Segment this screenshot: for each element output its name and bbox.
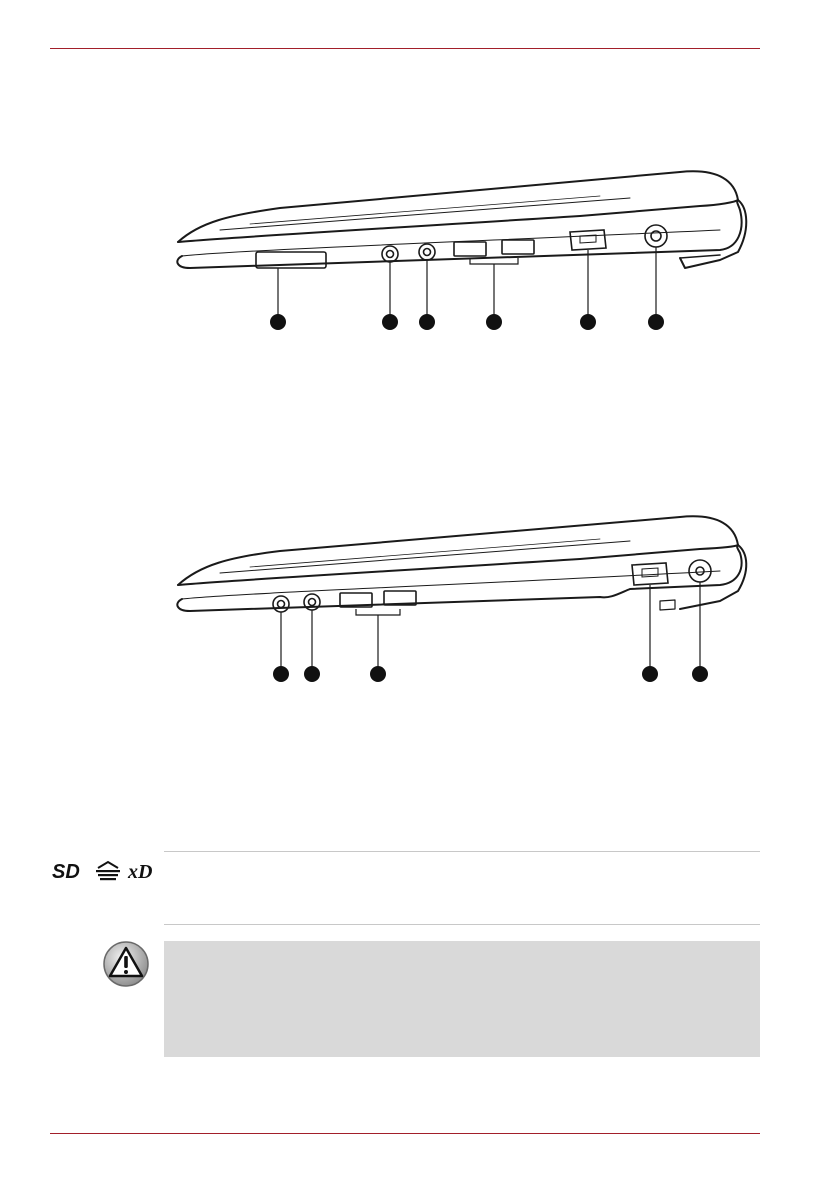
callout-dot-1 (273, 666, 289, 682)
note-separator-top (164, 851, 760, 852)
svg-text:SD: SD (52, 861, 80, 883)
note-separator-bottom (164, 924, 760, 925)
headphone-jack-port (273, 596, 289, 612)
usb-port-2 (502, 240, 534, 254)
callout-dot-4 (642, 666, 658, 682)
left-side-view-figure (160, 160, 760, 340)
header-rule (50, 48, 760, 49)
callout-dot-2 (382, 314, 398, 330)
callout-dot-4 (486, 314, 502, 330)
callout-dot-6 (648, 314, 664, 330)
dc-in-port (645, 225, 667, 247)
microphone-jack-port (419, 244, 435, 260)
callout-dot-1 (270, 314, 286, 330)
footer-rule (50, 1133, 760, 1134)
caution-note-box (164, 941, 760, 1057)
callout-dot-3 (419, 314, 435, 330)
xd-logo-icon (127, 861, 152, 883)
memory-card-logos (52, 858, 164, 884)
sd-logo-icon (52, 861, 80, 883)
callout-dot-3 (370, 666, 386, 682)
svg-text:xD: xD (128, 861, 153, 883)
dc-in-port (689, 560, 711, 582)
callout-dot-5 (580, 314, 596, 330)
memory-stick-logo-icon (96, 862, 120, 880)
callout-dot-5 (692, 666, 708, 682)
callout-dot-2 (304, 666, 320, 682)
warning-triangle-icon (102, 940, 150, 988)
right-side-view-figure (160, 505, 760, 685)
usb-port-1 (454, 242, 486, 256)
lan-port (570, 230, 606, 250)
headphone-jack-port (382, 246, 398, 262)
